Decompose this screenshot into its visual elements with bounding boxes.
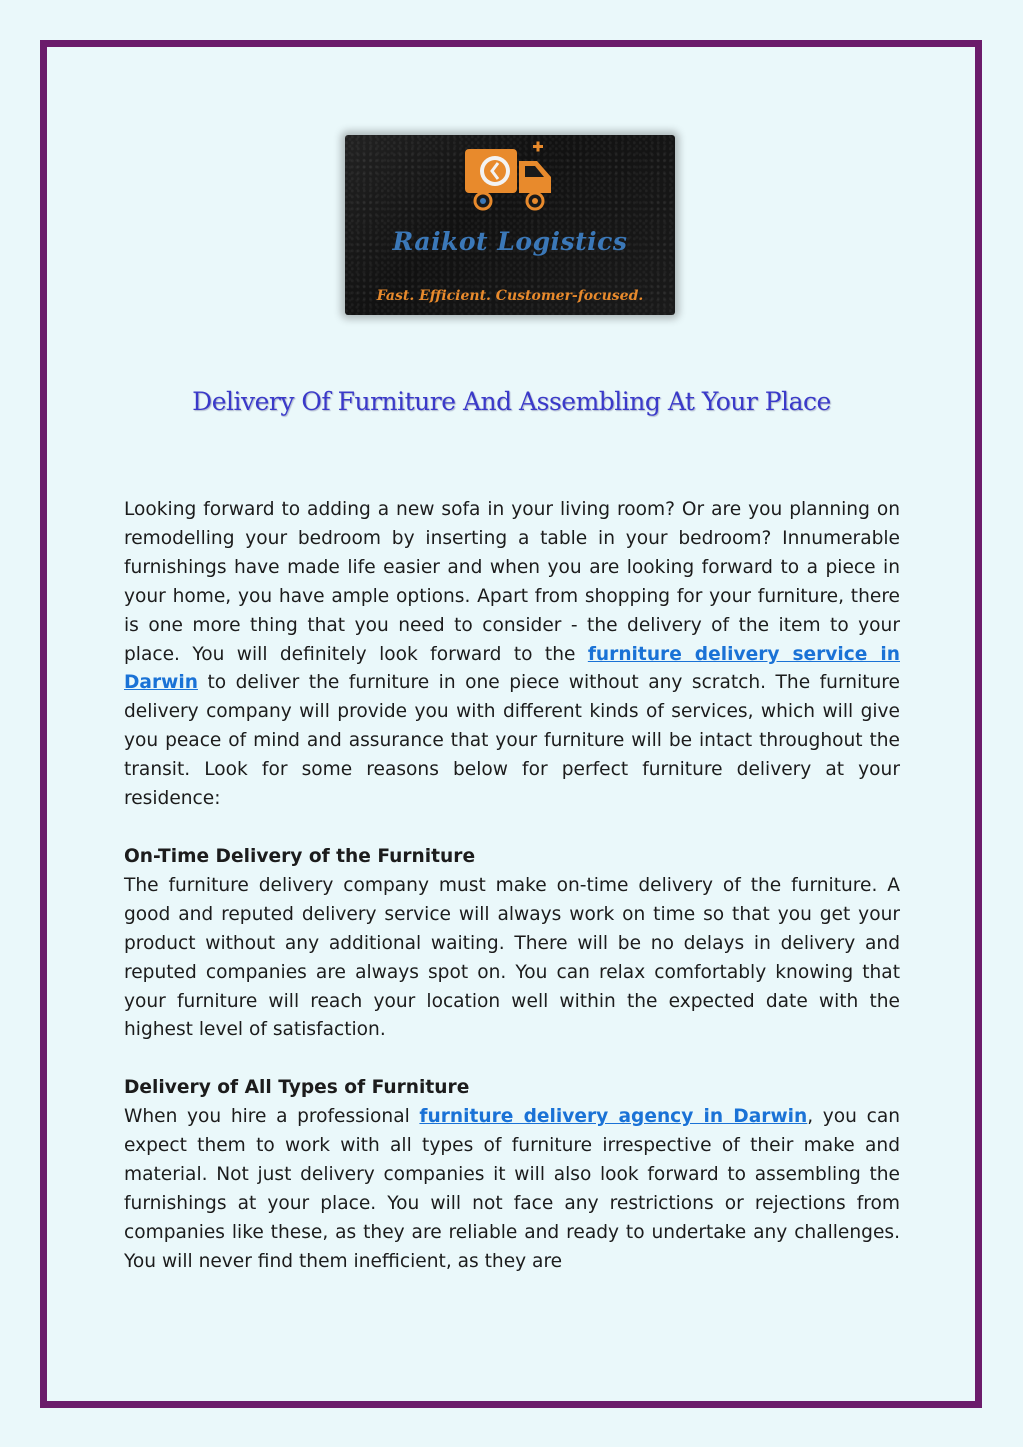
paragraph-spacer: [124, 814, 900, 843]
article-body: [124, 496, 900, 1277]
paragraph-spacer: [124, 1045, 900, 1074]
logo-tagline: Fast. Efficient. Customer-focused.: [376, 288, 644, 304]
logo-company-name: Raikot Logistics: [392, 227, 628, 256]
section-heading-all-types: Delivery of All Types of Furniture: [124, 1077, 470, 1099]
company-logo: [345, 135, 675, 315]
section-heading-on-time-delivery: On-Time Delivery of the Furniture: [124, 845, 476, 867]
furniture-delivery-agency-link[interactable]: furniture delivery agency in Darwin: [419, 1106, 808, 1128]
section2-text-start: When you hire a professional: [124, 1106, 420, 1128]
section-paragraph-on-time-delivery: The furniture delivery company must make on-time delivery of the furniture. A good and reputed delivery service will always work on time so that you get your product without any additional waiting. There will be no delays in delivery and reputed companies are always spot on. You can relax comfortably knowing that your furniture will reach your location well within the expected date with the highest level of satisfaction.: [124, 874, 900, 1041]
furniture-delivery-service-link[interactable]: furniture delivery service in Darwin: [124, 643, 900, 694]
page-title: Delivery Of Furniture And Assembling At Your Place: [192, 387, 831, 416]
intro-paragraph: [124, 496, 900, 814]
section-paragraph-all-types: [124, 1103, 900, 1276]
intro-text-start: Looking forward to adding a new sofa in your living room? Or are you planning on remodelling your bedroom by inserting a table in your bedroom? Innumerable furnishings have made life easier and when you are looking forward to a piece in your home, you have ample options. Apart from shopping for your furniture, there is one more thing that you need to consider - the delivery of the item to your place. You will definitely look forward to the: [124, 499, 900, 665]
delivery-truck-icon: [463, 141, 559, 221]
intro-text-end: to deliver the furniture in one piece without any scratch. The furniture delivery company will provide you with different kinds of services, which will give you peace of mind and assurance that your furniture will be intact throughout the transit. Look for some reasons below for perfect furniture delivery at your residence:: [124, 672, 900, 810]
section2-text-end: , you can expect them to work with all types of furniture irrespective of their make and material. Not just delivery companies it will also look forward to assembling the furnishings at your place. You will not face any restrictions or rejections from companies like these, as they are reliable and ready to undertake any challenges. You will never find them inefficient, as they are: [124, 1106, 900, 1272]
